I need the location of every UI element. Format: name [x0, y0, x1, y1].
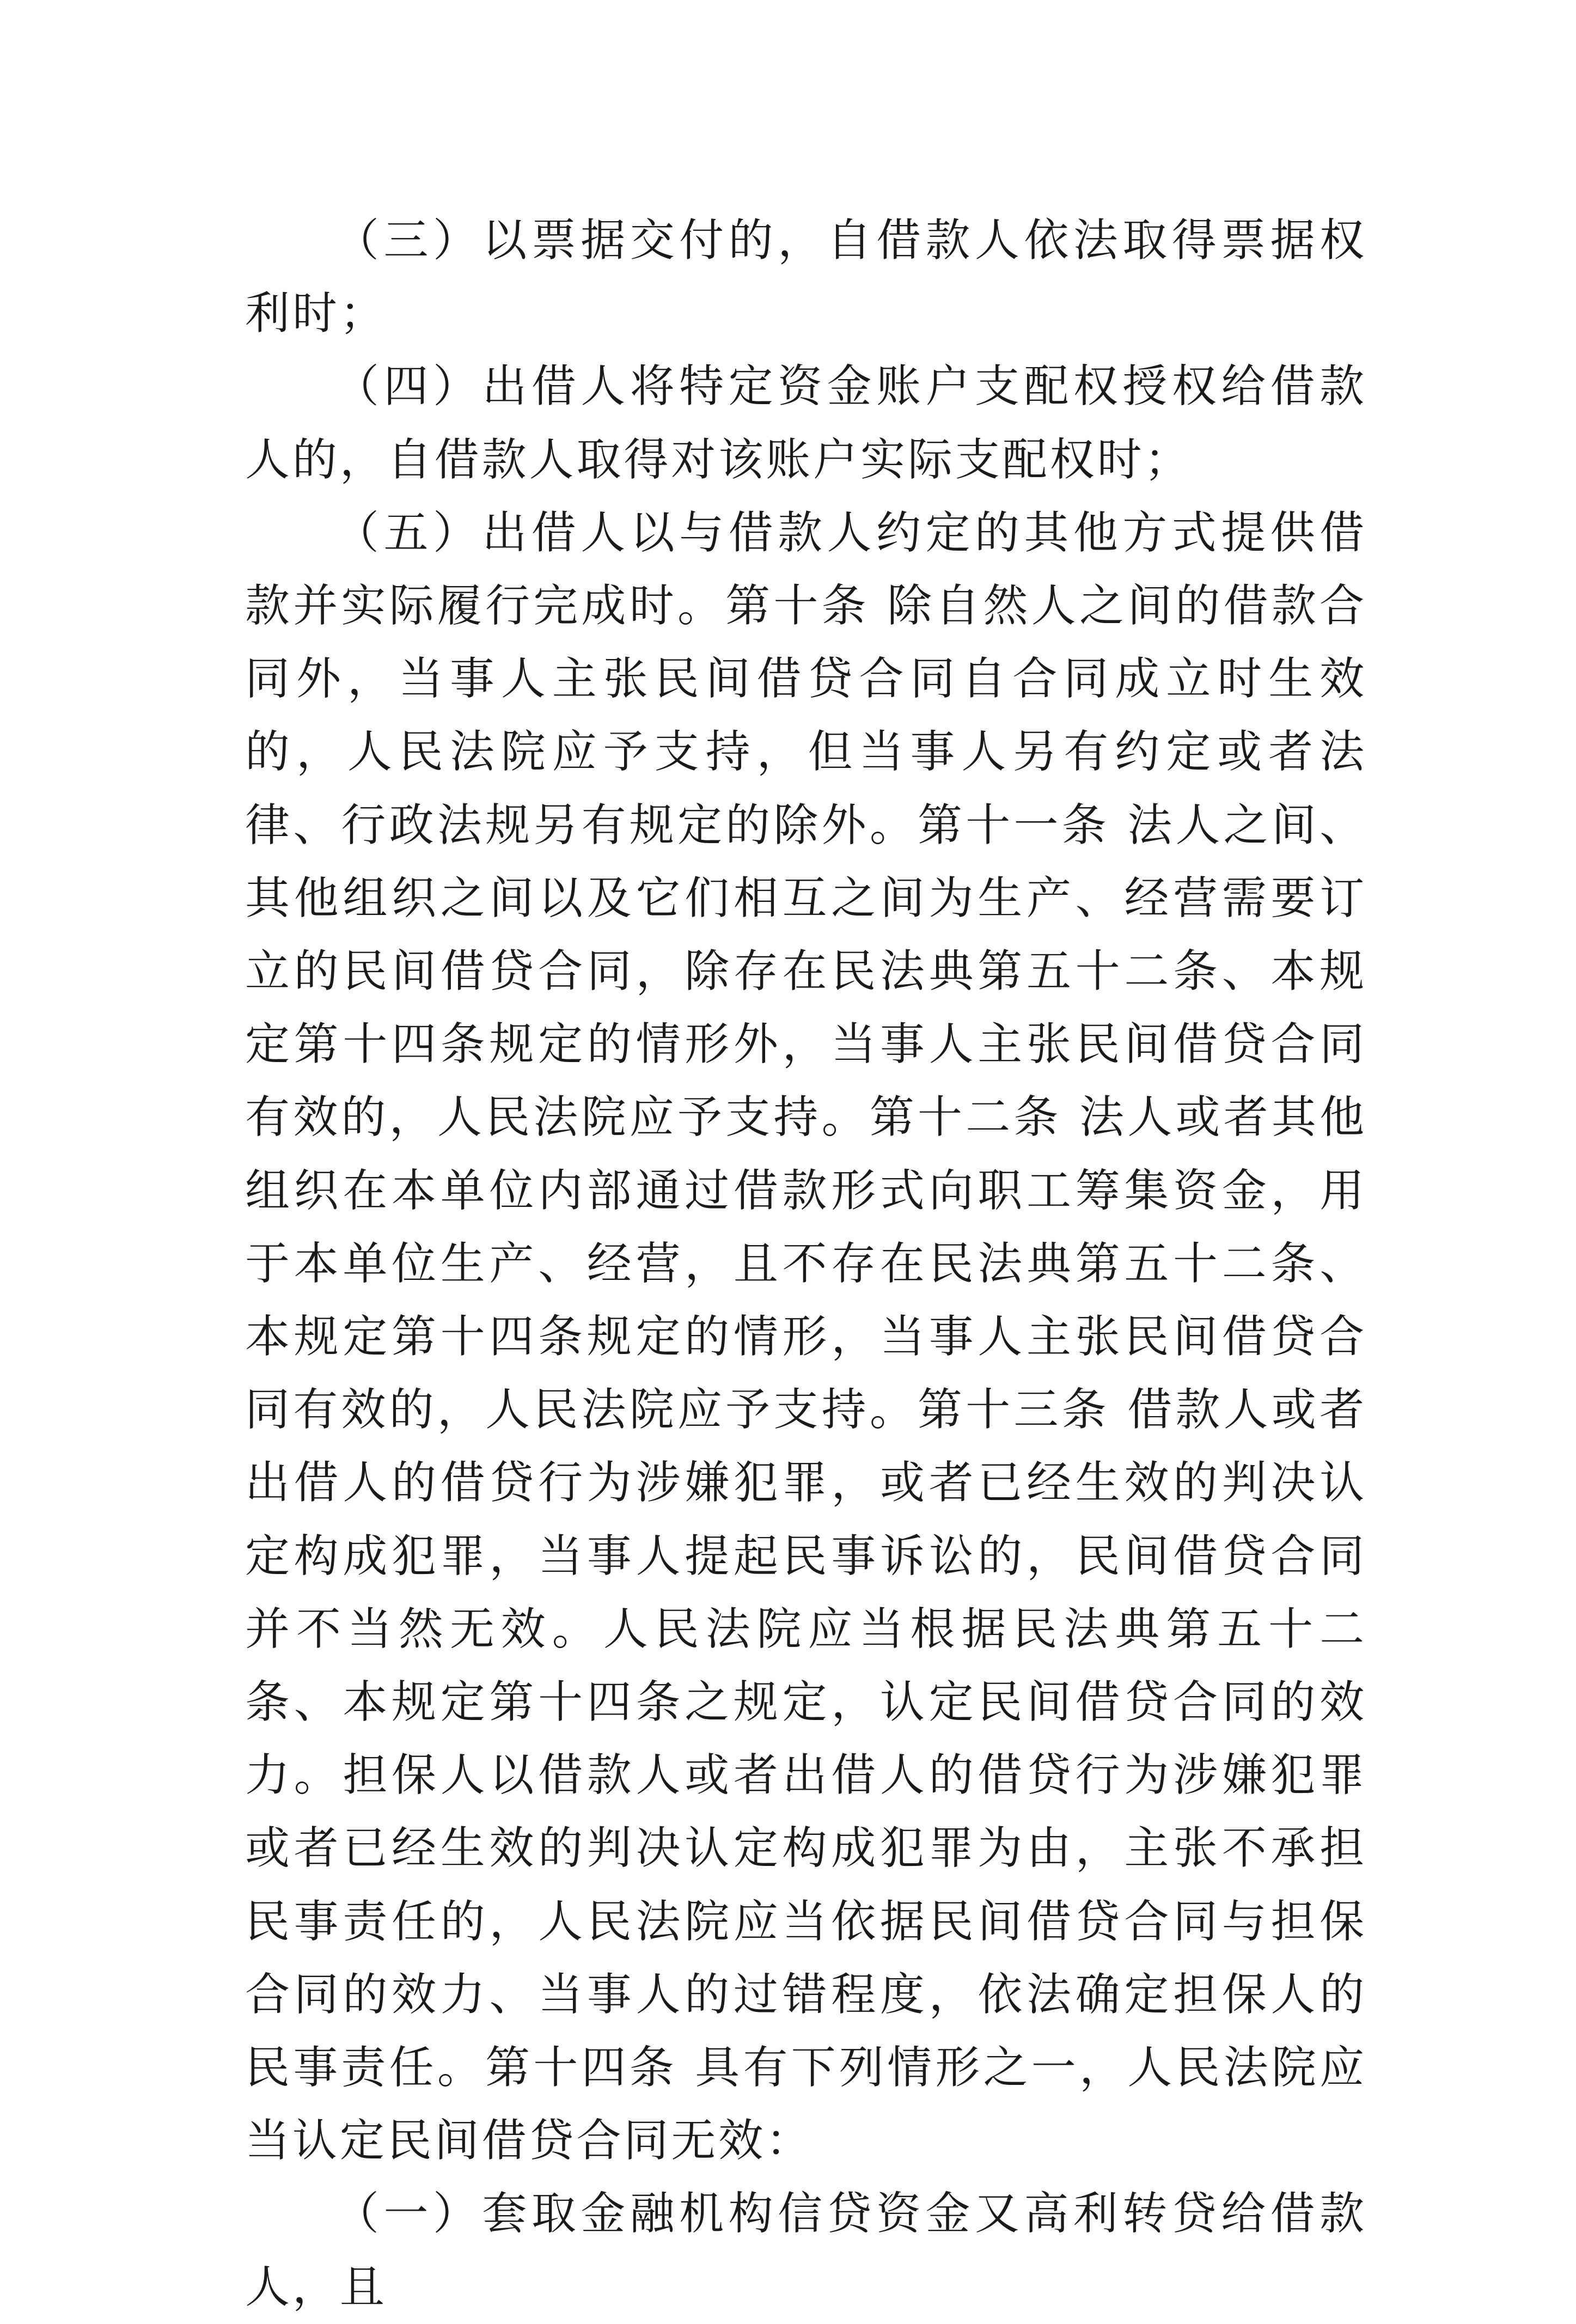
- paragraph-item-5-articles-10-14: （五）出借人以与借款人约定的其他方式提供借款并实际履行完成时。第十条 除自然人之间的借款合同外，当事人主张民间借贷合同自合同成立时生效的，人民法院应予支持，但当事人另有约定或者法律、行政法规另有规定的除外。第十一条 法人之间、其他组织之间以及它们相互之间为生产、经营需要订立的民间借贷合同，除存在民法典第五十二条、本规定第十四条规定的情形外，当事人主张民间借贷合同有效的，人民法院应予支持。第十二条 法人或者其他组织在本单位内部通过借款形式向职工筹集资金，用于本单位生产、经营，且不存在民法典第五十二条、本规定第十四条规定的情形，当事人主张民间借贷合同有效的，人民法院应予支持。第十三条 借款人或者出借人的借贷行为涉嫌犯罪，或者已经生效的判决认定构成犯罪，当事人提起民事诉讼的，民间借贷合同并不当然无效。人民法院应当根据民法典第五十二条、本规定第十四条之规定，认定民间借贷合同的效力。担保人以借款人或者出借人的借贷行为涉嫌犯罪或者已经生效的判决认定构成犯罪为由，主张不承担民事责任的，人民法院应当依据民间借贷合同与担保合同的效力、当事人的过错程度，依法确定担保人的民事责任。第十四条 具有下列情形之一，人民法院应当认定民间借贷合同无效：: [245, 507, 1367, 2167]
- paragraph-article-14-item-1: （一）套取金融机构信贷资金又高利转贷给借款人，且: [245, 2188, 1367, 2313]
- document-body: [245, 204, 1367, 2324]
- paragraph-item-4: （四）出借人将特定资金账户支配权授权给借款人的，自借款人取得对该账户实际支配权时；: [245, 361, 1367, 486]
- paragraph-item-3: （三）以票据交付的，自借款人依法取得票据权利时；: [245, 215, 1367, 340]
